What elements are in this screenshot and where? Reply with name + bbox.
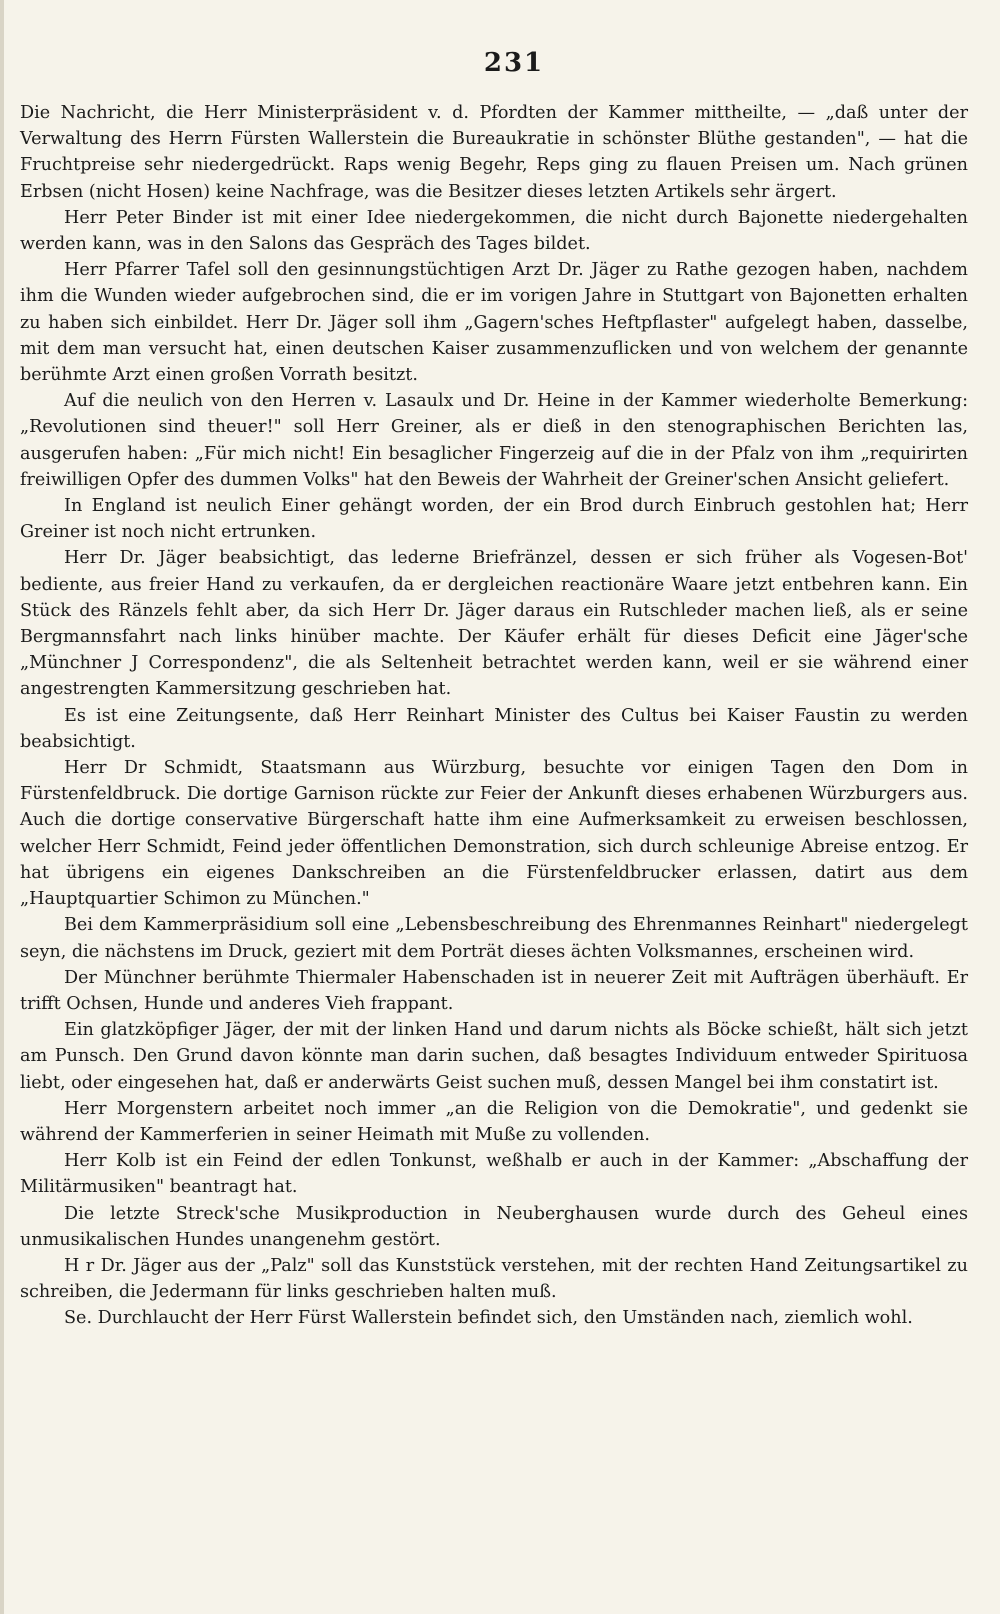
paragraph: Herr Pfarrer Tafel soll den gesinnungstüchtigen Arzt Dr. Jäger zu Rathe gezogen haben, nachdem ihm die Wunden wieder aufgebrochen sind, die er im vorigen Jahre in Stuttgart von Bajonetten erhalten zu haben sich einbildet. Herr Dr. Jäger soll ihm „Gagern'sches Heftpflaster" aufgelegt haben, dasselbe, mit dem man versucht hat, einen deutschen Kaiser zusammenzuflicken und von welchem der genannte berühmte Arzt einen großen Vorrath besitzt. <box>20 260 968 386</box>
paragraph: Herr Morgenstern arbeitet noch immer „an die Religion von die Demokratie", und gedenkt sie während der Kammerferien in seiner Heimath mit Muße zu vollenden. <box>20 1098 968 1145</box>
paragraph: Die letzte Streck'sche Musikproduction in Neuberghausen wurde durch des Geheul eines unmusikalischen Hundes unangenehm gestört. <box>20 1203 968 1250</box>
body-text <box>20 100 968 1332</box>
paragraph: Herr Dr. Jäger beabsichtigt, das lederne Briefränzel, dessen er sich früher als Vogesen-Bot' bediente, aus freier Hand zu verkaufen, da er dergleichen reactionäre Waare jetzt entbehren kann. Ein Stück des Ränzels fehlt aber, da sich Herr Dr. Jäger daraus ein Rutschleder machen ließ, als er seine Bergmannsfahrt nach links hinüber machte. Der Käufer erhält für dieses Deficit eine Jäger'sche „Münchner J Correspondenz", die als Seltenheit betrachtet werden kann, weil er sie während einer angestrengten Kammersitzung geschrieben hat. <box>20 548 968 700</box>
paragraph: Se. Durchlaucht der Herr Fürst Wallerstein befindet sich, den Umständen nach, ziemlich wohl. <box>64 1308 913 1329</box>
page-number: 231 <box>483 48 545 78</box>
paragraph: Herr Peter Binder ist mit einer Idee niedergekommen, die nicht durch Bajonette niedergehalten werden kann, was in den Salons das Gespräch des Tages bildet. <box>20 207 968 255</box>
paragraph: H r Dr. Jäger aus der „Palz" soll das Kunststück verstehen, mit der rechten Hand Zeitungsartikel zu schreiben, die Jedermann für links geschrieben halten muß. <box>20 1255 968 1303</box>
paragraph: Der Münchner berühmte Thiermaler Habenschaden ist in neuerer Zeit mit Aufträgen überhäuft. Er trifft Ochsen, Hunde und anderes Vieh frappant. <box>20 967 968 1014</box>
paragraph: Herr Kolb ist ein Feind der edlen Tonkunst, weßhalb er auch in der Kammer: „Abschaffung der Militärmusiken" beantragt hat. <box>20 1151 968 1198</box>
paragraph: In England ist neulich Einer gehängt worden, der ein Brod durch Einbruch gestohlen hat; Herr Greiner ist noch nicht ertrunken. <box>20 496 968 543</box>
paragraph: Bei dem Kammerpräsidium soll eine „Lebensbeschreibung des Ehrenmannes Reinhart" niedergelegt seyn, die nächstens im Druck, geziert mit dem Porträt dieses ächten Volksmannes, erscheinen wird. <box>20 915 968 962</box>
paragraph: Ein glatzköpfiger Jäger, der mit der linken Hand und darum nichts als Böcke schießt, hält sich jetzt am Punsch. Den Grund davon könnte man darin suchen, daß besagtes Individuum entweder Spirituosa liebt, oder eingesehen hat, daß er anderwärts Geist suchen muß, dessen Mangel bei ihm constatirt ist. <box>20 1020 968 1093</box>
paragraph: Es ist eine Zeitungsente, daß Herr Reinhart Minister des Cultus bei Kaiser Faustin zu werden beabsichtigt. <box>20 705 968 752</box>
paragraph: Auf die neulich von den Herren v. Lasaulx und Dr. Heine in der Kammer wiederholte Bemerkung: „Revolutionen sind theuer!" soll Herr Greiner, als er dieß in den stenographischen Berichten las, ausgerufen haben: „Für mich nicht! Ein besaglicher Fingerzeig auf die in der Pfalz von ihm „requirirten freiwilligen Opfer des dummen Volks" hat den Beweis der Wahrheit der Greiner'schen Ansicht geliefert. <box>20 391 968 490</box>
paragraph: Die Nachricht, die Herr Ministerpräsident v. d. Pfordten der Kammer mittheilte, — „daß unter der Verwaltung des Herrn Fürsten Wallerstein die Bureaukratie in schönster Blüthe gestanden", — hat die Fruchtpreise sehr niedergedrückt. Raps wenig Begehr, Reps ging zu flauen Preisen um. Nach grünen Erbsen (nicht Hosen) keine Nachfrage, was die Besitzer dieses letzten Artikels sehr ärgert. <box>20 103 968 202</box>
paragraph: Herr Dr Schmidt, Staatsmann aus Würzburg, besuchte vor einigen Tagen den Dom in Fürstenfeldbruck. Die dortige Garnison rückte zur Feier der Ankunft dieses erhabenen Würzburgers aus. Auch die dortige conservative Bürgerschaft hatte ihm eine Aufmerksamkeit zu erweisen beschlossen, welcher Herr Schmidt, Feind jeder öffentlichen Demonstration, sich durch schleunige Abreise entzog. Er hat übrigens ein eigenes Dankschreiben an die Fürstenfeldbrucker erlassen, datirt aus dem „Hauptquartier Schimon zu München." <box>20 758 968 910</box>
